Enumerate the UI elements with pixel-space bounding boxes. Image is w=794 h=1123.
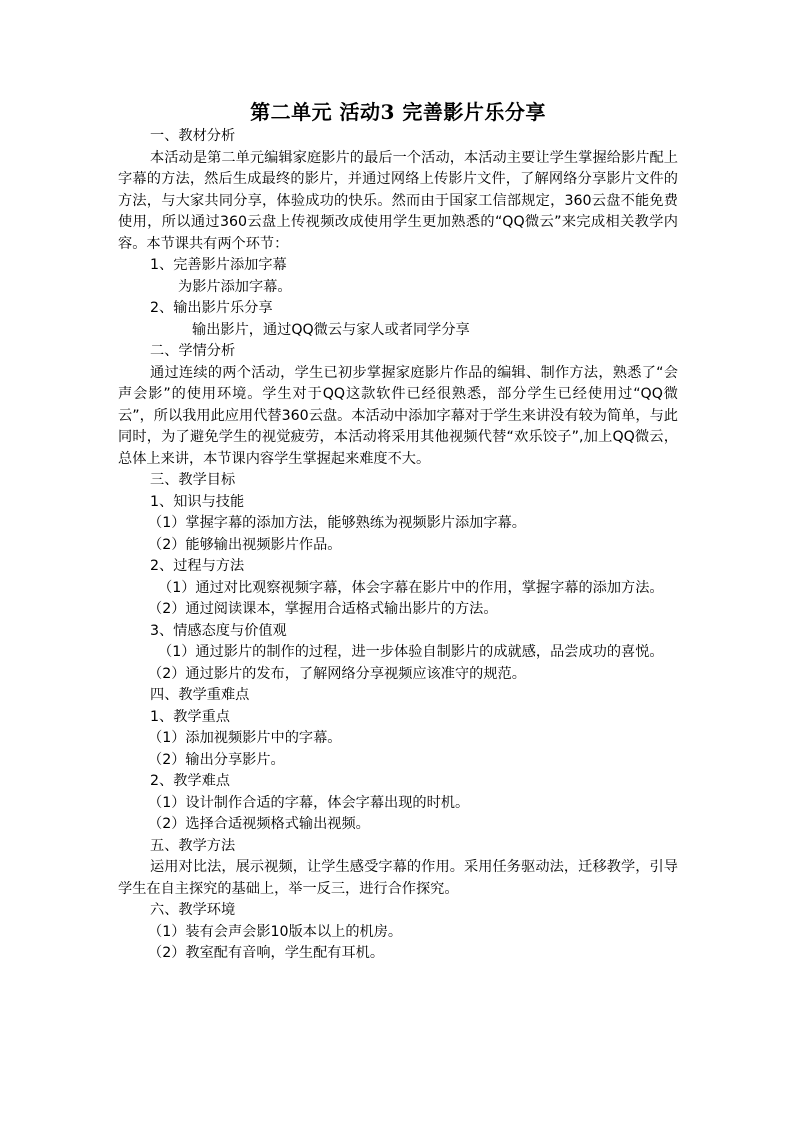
paragraph: 运用对比法，展示视频，让学生感受字幕的作用。采用任务驱动法，迁移教学，引导学生在自主探究的基础上，举一反三，进行合作探究。	[118, 859, 678, 897]
list-item: 2、输出影片乐分享	[150, 300, 273, 316]
section-heading: 三、教学目标	[150, 472, 236, 488]
list-item: （2）通过影片的发布，了解网络分享视频应该准守的规范。	[148, 665, 526, 682]
list-item-desc: 为影片添加字幕。	[178, 278, 292, 295]
section-heading: 六、教学环境	[150, 902, 236, 918]
list-item: （1）添加视频影片中的字幕。	[148, 730, 342, 746]
list-item: （2）能够输出视频影片作品。	[148, 536, 342, 553]
list-item: （2）输出分享影片。	[148, 751, 285, 768]
list-item: （2）选择合适视频格式输出视频。	[148, 816, 370, 832]
section-heading: 四、教学重难点	[150, 687, 250, 703]
section-heading: 二、学情分析	[150, 343, 236, 359]
list-item: （2）教室配有音响，学生配有耳机。	[148, 945, 385, 961]
subheading: 1、教学重点	[150, 708, 230, 725]
list-item: （1）通过对比观察视频字幕，体会字幕在影片中的作用，掌握字幕的添加方法。	[158, 579, 664, 596]
list-item: 1、完善影片添加字幕	[150, 257, 287, 273]
section-heading: 一、教材分析	[150, 128, 236, 144]
document-title: 第二单元 活动3 完善影片乐分享	[250, 100, 546, 124]
list-item: （1）通过影片的制作的过程，进一步体验自制影片的成就感，品尝成功的喜悦。	[158, 644, 664, 660]
list-item: （1）装有会声会影10版本以上的机房。	[148, 923, 403, 940]
paragraph: 通过连续的两个活动，学生已初步掌握家庭影片作品的编辑、制作方法，熟悉了“会声会影”的使用环境。学生对于QQ这款软件已经很熟悉，部分学生已经使用过“QQ微云”，所以我用此应用代替360云盘。本活动中添加字幕对于学生来讲没有较为简单，与此同时，为了避免学生的视觉疲劳，本活动将采用其他视频代替“欢乐饺子”,加上QQ微云，总体上来讲，本节课内容学生掌握起来难度不大。	[118, 364, 678, 467]
subheading: 1、知识与技能	[150, 493, 245, 510]
subheading: 2、过程与方法	[150, 558, 245, 574]
list-item-desc: 输出影片，通过QQ微云与家人或者同学分享	[192, 321, 470, 338]
document-page	[118, 98, 678, 965]
list-item: （2）通过阅读课本，掌握用合适格式输出影片的方法。	[148, 601, 498, 617]
list-item: （1）设计制作合适的字幕，体会字幕出现的时机。	[148, 794, 470, 811]
paragraph: 本活动是第二单元编辑家庭影片的最后一个活动，本活动主要让学生掌握给影片配上字幕的方法，然后生成最终的影片，并通过网络上传影片文件，了解网络分享影片文件的方法，与大家共同分享，体验成功的快乐。然而由于国家工信部规定，360云盘不能免费使用，所以通过360云盘上传视频改成使用学生更加熟悉的“QQ微云”来完成相关教学内容。本节课共有两个环节：	[118, 149, 678, 252]
section-heading: 五、教学方法	[150, 837, 236, 854]
subheading: 3、情感态度与价值观	[150, 622, 287, 639]
list-item: （1）掌握字幕的添加方法，能够熟练为视频影片添加字幕。	[148, 515, 526, 531]
subheading: 2、教学难点	[150, 773, 230, 789]
